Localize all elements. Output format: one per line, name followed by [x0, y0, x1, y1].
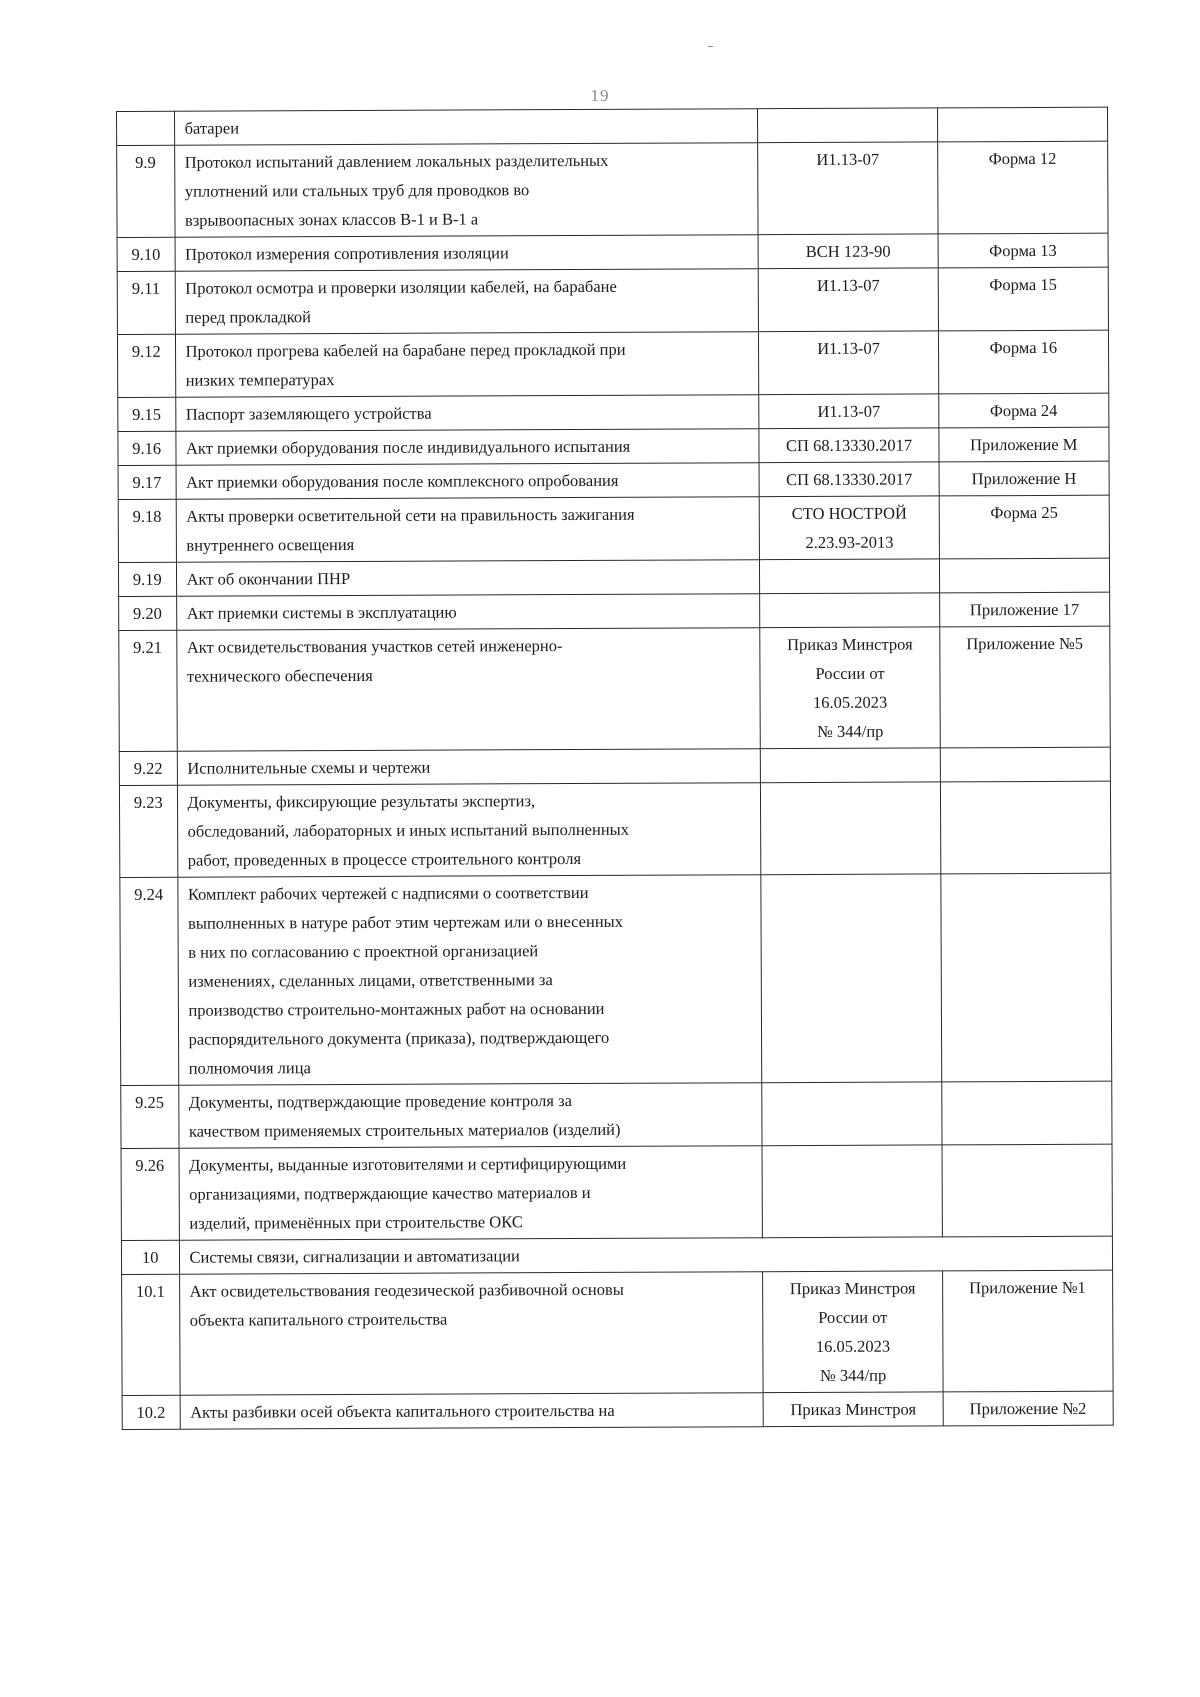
document-name-line: взрывоопасных зонах классов В-1 и В-1 а	[184, 209, 479, 230]
document-name	[176, 594, 760, 631]
document-name-line: Акты проверки осветительной сети на правильность зажигания	[186, 504, 635, 526]
document-name-line: работ, проведенных в процессе строительного контроля	[187, 848, 582, 870]
item-number: 9.10	[117, 237, 175, 271]
form-reference	[939, 626, 1110, 748]
normative-document	[760, 496, 939, 560]
table-row	[119, 747, 1110, 785]
document-name	[175, 235, 759, 272]
normative-document-line: № 344/пр	[819, 1365, 887, 1385]
form-reference	[939, 495, 1110, 559]
form-reference	[937, 141, 1108, 234]
normative-document	[759, 234, 938, 269]
document-name-line: производство строительно-монтажных работ на основании	[188, 998, 605, 1020]
table-row	[118, 393, 1109, 431]
document-name	[175, 332, 759, 398]
table-row	[117, 107, 1108, 145]
table-row	[117, 330, 1108, 397]
item-number: 9.17	[118, 465, 176, 499]
document-name-line: Документы, фиксирующие результаты экспертиз,	[187, 791, 536, 812]
document-name-line: Акт приемки оборудования после индивидуального испытания	[185, 436, 631, 458]
table-row	[122, 1270, 1114, 1395]
item-number: 9.11	[117, 271, 175, 334]
form-reference-line: Приложение М	[970, 434, 1078, 455]
document-name	[175, 395, 759, 432]
form-reference-line: Форма 12	[988, 148, 1057, 169]
item-number: 9.9	[117, 145, 175, 237]
page-number: 19	[590, 86, 610, 105]
document-name-line: Акт об окончании ПНР	[186, 568, 351, 589]
normative-document	[758, 142, 938, 235]
item-number: 9.18	[118, 499, 176, 562]
document-name-line: Документы, выданные изготовителями и сертифицирующими	[189, 1153, 627, 1175]
normative-document	[760, 627, 940, 749]
normative-document	[761, 782, 941, 875]
form-reference	[940, 781, 1111, 874]
document-name	[179, 1272, 763, 1396]
item-number: 9.26	[121, 1148, 179, 1240]
form-reference	[939, 558, 1110, 593]
document-name	[177, 749, 761, 786]
item-number: 10	[121, 1240, 179, 1274]
normative-document	[760, 593, 939, 628]
item-number	[117, 111, 175, 145]
document-name	[180, 1393, 764, 1430]
scan-mark	[708, 46, 713, 47]
document-name-line: Акты разбивки осей объекта капитального строительства на	[190, 1400, 615, 1422]
normative-document-line: СП 68.13330.2017	[785, 435, 913, 456]
item-number: 9.25	[121, 1085, 179, 1148]
form-reference	[943, 1391, 1114, 1426]
table-row	[121, 1081, 1112, 1148]
form-reference	[939, 461, 1110, 496]
form-reference	[939, 592, 1110, 627]
normative-document	[759, 331, 938, 395]
document-name	[177, 875, 762, 1086]
table-row	[118, 427, 1109, 465]
normative-document	[758, 108, 937, 143]
table-row	[117, 233, 1108, 271]
document-name-line: Исполнительные схемы и чертежи	[187, 757, 431, 778]
normative-document	[763, 1271, 943, 1393]
document-name	[175, 429, 759, 466]
table-row	[119, 781, 1110, 877]
form-reference-line: Приложение №5	[966, 633, 1084, 654]
normative-document	[760, 559, 939, 594]
document-name-line: перед прокладкой	[185, 307, 312, 327]
normative-document	[759, 394, 938, 429]
table-row	[119, 592, 1110, 630]
section-title-line: Системы связи, сигнализации и автоматизации	[189, 1246, 520, 1267]
form-reference-line: Форма 15	[989, 274, 1057, 295]
item-number: 9.22	[119, 751, 177, 785]
document-name	[174, 109, 758, 146]
documents-table	[116, 107, 1114, 1430]
item-number: 9.24	[120, 877, 178, 1085]
item-number: 9.20	[119, 596, 177, 630]
document-name-line: Документы, подтверждающие проведение контроля за	[188, 1091, 572, 1112]
form-reference	[941, 1081, 1112, 1145]
document-name	[177, 783, 761, 878]
form-reference	[938, 233, 1109, 268]
document-name	[176, 628, 760, 752]
normative-document-line: 16.05.2023	[815, 1336, 891, 1356]
document-name-line: изделий, применённых при строительстве ОКС	[189, 1212, 523, 1233]
form-reference	[942, 1270, 1113, 1392]
normative-document	[759, 268, 938, 332]
item-number: 9.19	[118, 562, 176, 596]
form-reference	[942, 1144, 1113, 1237]
document-name	[174, 143, 758, 238]
form-reference-line: Форма 25	[990, 502, 1058, 523]
item-number: 9.16	[118, 431, 176, 465]
table-row	[122, 1391, 1113, 1429]
table-row	[121, 1144, 1112, 1240]
item-number: 9.12	[117, 334, 175, 397]
section-title	[179, 1236, 1113, 1274]
document-name-line: Протокол прогрева кабелей на барабане перед прокладкой при	[185, 339, 626, 361]
item-number: 10.1	[122, 1274, 180, 1395]
normative-document-line: И1.13-07	[816, 275, 880, 295]
table-row	[119, 626, 1111, 751]
document-name	[178, 1083, 762, 1149]
normative-document-line: Приказ Минстроя	[789, 1278, 916, 1299]
form-reference	[938, 330, 1109, 394]
document-name-line: Протокол испытаний давлением локальных разделительных	[184, 150, 609, 172]
document-name-line: Акт приемки оборудования после комплексного опробования	[186, 470, 619, 492]
document-name-line: в них по согласованию с проектной организацией	[188, 941, 539, 962]
item-number: 9.21	[119, 630, 177, 751]
normative-document	[762, 1082, 941, 1146]
normative-document-line: 2.23.93-2013	[805, 532, 894, 552]
table-body	[117, 107, 1114, 1429]
normative-document-line: СТО НОСТРОЙ	[791, 503, 907, 524]
normative-document-line: Приказ Минстроя	[787, 634, 913, 655]
item-number: 10.2	[122, 1395, 180, 1429]
document-name-line: Паспорт заземляющего устройства	[185, 403, 432, 424]
document-name-line: качеством применяемых строительных материалов (изделий)	[188, 1119, 621, 1141]
section-row	[121, 1236, 1112, 1274]
table-row	[117, 267, 1108, 334]
normative-document-line: России от	[818, 1307, 888, 1327]
normative-document-line: И1.13-07	[817, 401, 881, 421]
document-name-line: батареи	[184, 118, 240, 138]
document-name-line: Акт освидетельствования участков сетей инженерно-	[186, 636, 563, 657]
document-name-line: Акт приемки системы в эксплуатацию	[186, 602, 457, 623]
normative-document	[760, 462, 939, 497]
normative-document	[764, 1392, 943, 1427]
form-reference	[938, 267, 1109, 331]
form-reference-line: Форма 16	[989, 337, 1058, 358]
table-row	[117, 141, 1108, 237]
normative-document	[759, 428, 938, 463]
form-reference-line: Приложение Н	[971, 468, 1077, 489]
document-name-line: низких температурах	[185, 370, 335, 390]
document-name	[176, 560, 760, 597]
table-row	[118, 461, 1109, 499]
document-name-line: полномочия лица	[188, 1058, 311, 1078]
form-reference-line: Приложение №2	[969, 1398, 1087, 1419]
item-number: 9.23	[119, 785, 177, 877]
form-reference	[937, 107, 1108, 142]
document-name-line: уплотнений или стальных труб для проводков во	[184, 180, 530, 201]
normative-document-line: России от	[815, 663, 885, 683]
document-name-line: выполненных в натуре работ этим чертежам или о внесенных	[188, 911, 624, 933]
form-reference	[938, 393, 1109, 428]
form-reference-line: Форма 24	[989, 400, 1058, 421]
normative-document-line: № 344/пр	[817, 721, 884, 741]
document-name-line: обследований, лабораторных и иных испытаний выполненных	[187, 819, 630, 841]
form-reference-line: Форма 13	[989, 240, 1057, 261]
document-name-line: Протокол измерения сопротивления изоляции	[185, 243, 509, 264]
normative-document	[761, 874, 941, 1083]
form-reference	[940, 747, 1111, 782]
document-name	[176, 497, 760, 563]
form-reference-line: Приложение 17	[969, 599, 1080, 620]
normative-document-line: И1.13-07	[817, 338, 881, 358]
document-name-line: организациями, подтверждающие качество материалов и	[189, 1182, 591, 1204]
item-number: 9.15	[118, 397, 176, 431]
normative-document	[761, 748, 940, 783]
normative-document-line: Приказ Минстроя	[790, 1399, 917, 1420]
document-name-line: внутреннего освещения	[186, 534, 355, 555]
normative-document-line: СП 68.13330.2017	[786, 469, 913, 490]
normative-document-line: И1.13-07	[816, 149, 880, 169]
document-name-line: объекта капитального строительства	[189, 1309, 448, 1330]
document-name-line: Комплект рабочих чертежей с надписями о соответствии	[187, 882, 589, 904]
form-reference-line: Приложение №1	[969, 1277, 1086, 1298]
document-name-line: Акт освидетельствования геодезической разбивочной основы	[189, 1279, 624, 1301]
normative-document-line: 16.05.2023	[812, 692, 888, 712]
document-name-line: технического обеспечения	[186, 665, 373, 686]
table-row	[118, 558, 1109, 596]
normative-document-line: ВСН 123-90	[805, 241, 891, 261]
table-row	[118, 495, 1109, 562]
document-name-line: распорядительного документа (приказа), подтверждающего	[188, 1027, 610, 1049]
form-reference	[939, 427, 1110, 462]
document-name-line: изменениях, сделанных лицами, ответственными за	[188, 970, 553, 991]
normative-document	[762, 1145, 942, 1238]
document-name-line: Протокол осмотра и проверки изоляции кабелей, на барабане	[185, 276, 617, 298]
document-name	[175, 269, 759, 335]
form-reference	[940, 873, 1111, 1082]
table-row	[120, 873, 1112, 1085]
document-name	[179, 1146, 763, 1241]
document-name	[176, 463, 760, 500]
